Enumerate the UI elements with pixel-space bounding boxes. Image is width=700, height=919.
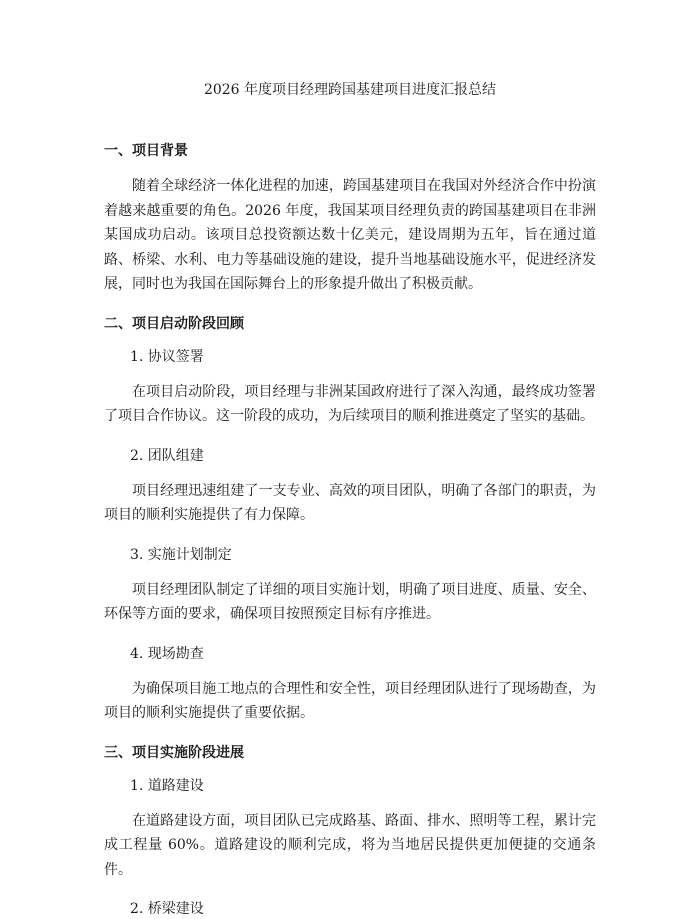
- section-heading-startup-review: 二、项目启动阶段回顾: [104, 315, 244, 332]
- section-heading-implementation-progress: 三、项目实施阶段进展: [104, 744, 244, 761]
- subheading-road-construction: 1. 道路建设: [130, 777, 204, 794]
- subheading-team-building: 2. 团队组建: [130, 447, 204, 464]
- road-construction-paragraph: 在道路建设方面，项目团队已完成路基、路面、排水、照明等工程，累计完成工程量 60%。道路建设的顺利完成，将为当地居民提供更加便捷的交通条件。: [104, 812, 596, 878]
- background-paragraph: 随着全球经济一体化进程的加速，跨国基建项目在我国对外经济合作中扮演着越来越重要的角色。2026 年度，我国某项目经理负责的跨国基建项目在非洲某国成功启动。该项目总投资额达数十亿美元，建设周期为五年，旨在通过道路、桥梁、水利、电力等基础设施的建设，提升当地基础设施水平，促进经济发展，同时也为我国在国际舞台上的形象提升做出了积极贡献。: [104, 178, 596, 292]
- agreement-signing-paragraph: 在项目启动阶段，项目经理与非洲某国政府进行了深入沟通，最终成功签署了项目合作协议。这一阶段的成功，为后续项目的顺利推进奠定了坚实的基础。: [104, 383, 596, 424]
- document-title: 2026 年度项目经理跨国基建项目进度汇报总结: [203, 82, 497, 98]
- team-building-paragraph: 项目经理迅速组建了一支专业、高效的项目团队，明确了各部门的职责，为项目的顺利实施提供了有力保障。: [104, 482, 596, 523]
- document-body: [104, 141, 596, 919]
- implementation-plan-paragraph: 项目经理团队制定了详细的项目实施计划，明确了项目进度、质量、安全、环保等方面的要求，确保项目按照预定目标有序推进。: [104, 581, 596, 622]
- subheading-implementation-plan: 3. 实施计划制定: [130, 546, 232, 563]
- section-heading-background: 一、项目背景: [104, 143, 188, 159]
- site-survey-paragraph: 为确保项目施工地点的合理性和安全性，项目经理团队进行了现场勘查，为项目的顺利实施提供了重要依据。: [104, 680, 596, 721]
- subheading-site-survey: 4. 现场勘查: [130, 645, 204, 662]
- subheading-agreement-signing: 1. 协议签署: [130, 348, 204, 365]
- subheading-bridge-construction: 2. 桥梁建设: [130, 901, 204, 917]
